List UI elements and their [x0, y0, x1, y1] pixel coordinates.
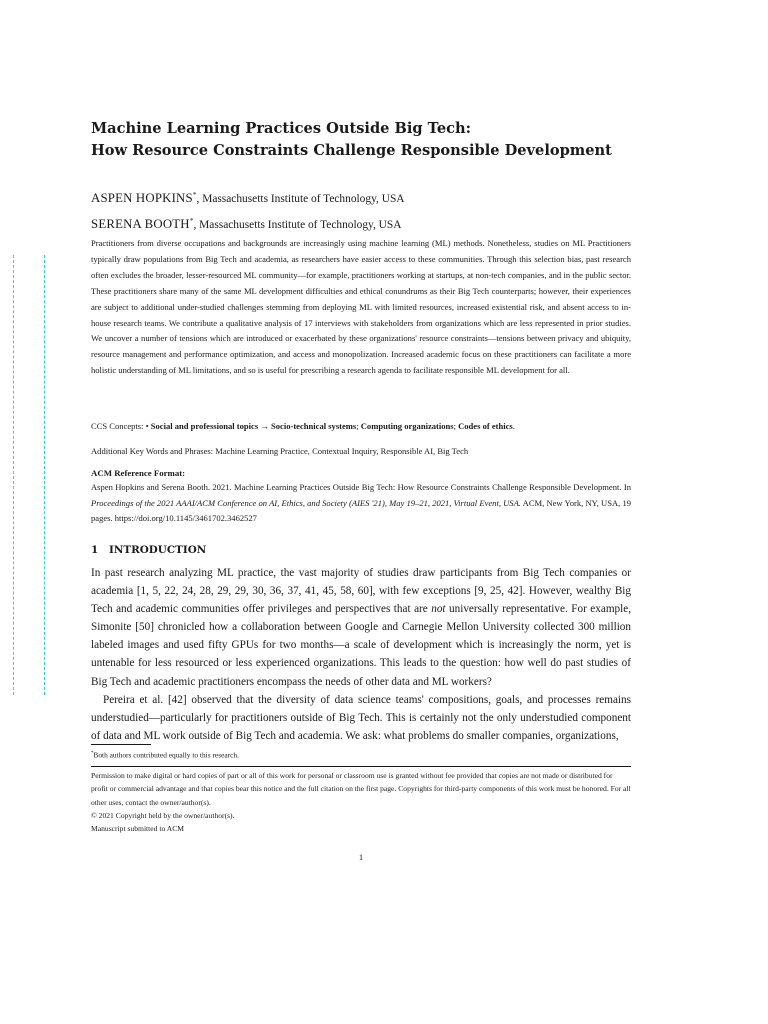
author-mark: * [189, 215, 194, 225]
ccs-concepts [91, 419, 631, 433]
ccs-item: Socio-technical systems [271, 421, 357, 431]
ccs-arrow: → [258, 421, 272, 431]
author-2 [91, 210, 631, 236]
keywords: Additional Key Words and Phrases: Machine Learning Practice, Contextual Inquiry, Responsible AI, Big Tech [91, 446, 469, 456]
page-number: 1 [358, 852, 364, 862]
author-name: ASPEN HOPKINS [91, 190, 193, 205]
abstract: Practitioners from diverse occupations and backgrounds are increasingly using machine learning (ML) methods. Nonetheless, studies on ML Practitioners typically draw populations from Big Tech and academia, as researchers have easier access to these communities. Through this selection bias, past research often excludes the broader, lesser-resourced ML community—for example, practitioners working at startups, at non-tech companies, and in the public sector. These practitioners share many of the same ML development difficulties and ethical conundrums as their Big Tech counterparts; however, their experiences are subject to additional under-studied challenges stemming from deploying ML with limited resources, increased existential risk, and absent access to in-house research teams. We contribute a qualitative analysis of 17 interviews with stakeholders from organizations which are less represented in prior studies. We uncover a number of tensions which are introduced or exacerbated by these organizations' resource constraints—tensions between privacy and ubiquity, resource management and performance optimization, and access and monopolization. Increased academic focus on these practitioners can facilitate a more holistic understanding of ML limitations, and so is useful for prescribing a research agenda to facilitate responsible ML development for all. [91, 238, 631, 376]
paragraph-text: universally representative. For example, Simonite [50] chronicled how a collaboration between Google and Carnegie Mellon University collected 300 million labeled images and used fifty GPUs for two months—a scale of development which is increasingly the norm, yet is untenable for less resourced or less experienced organizations. This leads to the question: how well do past studies of Big Tech and academic practitioners encompass the needs of other data and ML workers? [91, 603, 631, 688]
ccs-label: CCS Concepts: [91, 421, 146, 431]
reference-format [91, 480, 631, 527]
ccs-item: Social and professional topics [150, 421, 259, 431]
ccs-end: . [512, 421, 515, 431]
author-affiliation: , Massachusetts Institute of Technology, USA [196, 192, 405, 205]
reference-venue: Proceedings of the 2021 AAAI/ACM Conference on AI, Ethics, and Society (AIES '21), May 19–21, 2021, Virtual Event, USA. [91, 497, 521, 508]
paper-title [91, 118, 631, 162]
copyright-line: © 2021 Copyright held by the owner/author(s). [91, 810, 235, 820]
ccs-separator: ; [453, 421, 459, 431]
ccs-item: Computing organizations [360, 421, 454, 431]
ccs-item: Codes of ethics [458, 421, 513, 431]
paragraph-text: In past research analyzing ML practice, the vast majority of studies draw participants from Big Tech companies or academia [1, 5, 22, 24, 28, 29, 29, 30, 36, 37, 41, 45, 58, 60], with few exceptions [9, 25, 42]. However, wealthy Big Tech and academic communities offer privileges and perspectives that are [91, 567, 631, 616]
footnote-text: Both authors contributed equally to this research. [93, 750, 239, 760]
margin-selection-box [13, 255, 45, 695]
footnote-mark: * [91, 751, 94, 756]
footnote [91, 749, 239, 760]
footnote-rule [91, 744, 151, 745]
introduction-body [91, 564, 631, 745]
section-title: INTRODUCTION [109, 544, 207, 556]
author-name: SERENA BOOTH [91, 216, 190, 231]
reference-text: Aspen Hopkins and Serena Booth. 2021. Machine Learning Practices Outside Big Tech: How Resource Constraints Challenge Responsible Development. In [91, 482, 631, 492]
title-line-2: How Resource Constraints Challenge Responsible Development [91, 142, 612, 159]
manuscript-line: Manuscript submitted to ACM [91, 824, 185, 834]
author-mark: * [192, 190, 197, 199]
section-heading [91, 543, 206, 557]
section-number: 1 [91, 544, 99, 556]
title-line-1: Machine Learning Practices Outside Big Tech: [91, 120, 472, 137]
author-list [91, 184, 631, 236]
permission-rule [91, 766, 631, 767]
author-1 [91, 184, 631, 210]
permission-block [91, 769, 631, 835]
reference-doi: ACM, New York, NY, USA, 19 pages. https://doi.org/10.1145/3461702.3462527 [91, 497, 632, 524]
permission-text: Permission to make digital or hard copies of part or all of this work for personal or classroom use is granted without fee provided that copies are not made or distributed for profit or commercial advantage and that copies bear this notice and the full citation on the first page. Copyrights for third-party components of this work must be honored. For all other uses, contact the owner/author(s). [91, 771, 631, 807]
ccs-separator: ; [356, 421, 361, 431]
paragraph: Pereira et al. [42] observed that the diversity of data science teams' compositions, goals, and processes remains understudied—particularly for practitioners outside of Big Tech. This is certainly not the only understudied component of data and ML work outside of Big Tech and academia. We ask: what problems do smaller companies, organizations, [91, 693, 631, 742]
paragraph [91, 564, 631, 691]
emphasis: not [431, 603, 446, 616]
ccs-bullet: • [145, 421, 151, 431]
reference-heading: ACM Reference Format: [91, 468, 186, 478]
author-affiliation: , Massachusetts Institute of Technology, USA [193, 218, 402, 231]
